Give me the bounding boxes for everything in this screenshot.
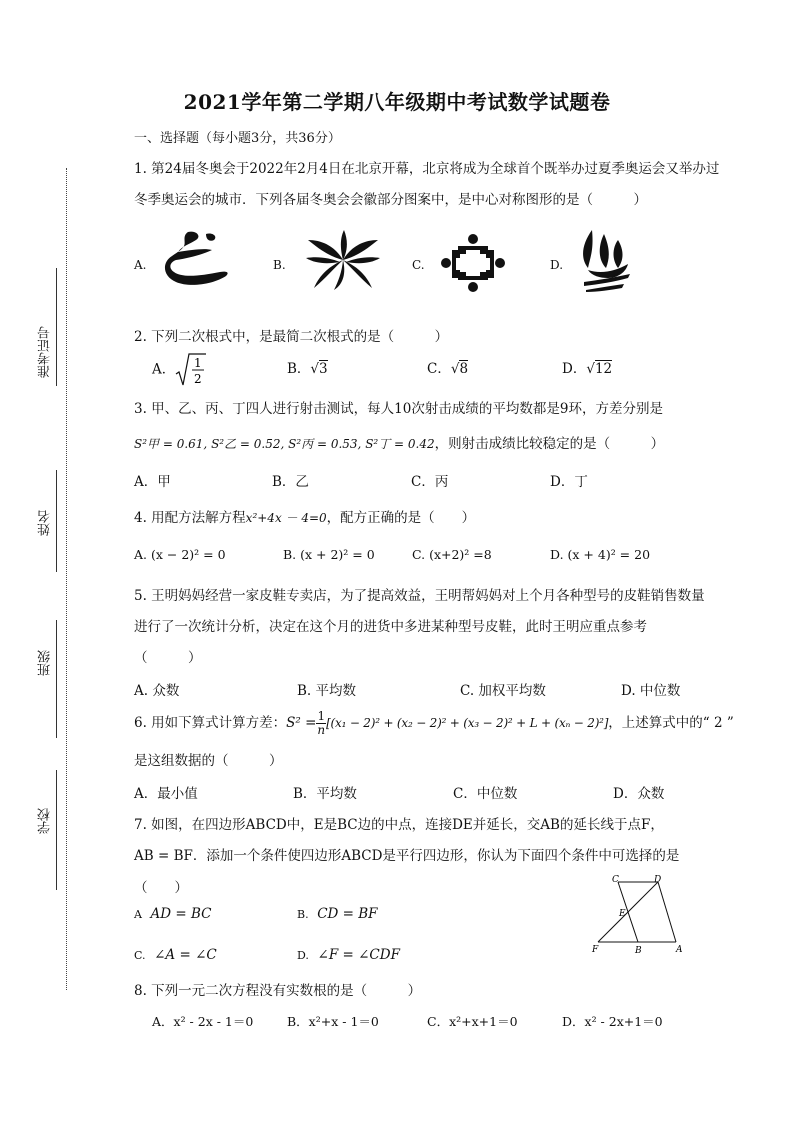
- q4-option-c: C. (x+2)² =8: [412, 547, 492, 562]
- q7-line2: AB = BF．添加一个条件使四边形ABCD是平行四边形，你认为下面四个条件中可选择的是: [134, 848, 680, 864]
- q2-option-d-label: D．: [562, 361, 587, 377]
- q3-option-d: D．丁: [550, 474, 588, 490]
- q7-option-d-value: ∠F = ∠CDF: [317, 947, 400, 963]
- q6-fraction-numerator: 1: [317, 709, 326, 723]
- q6-text: [134, 710, 734, 737]
- binding-dotted-line: [66, 168, 67, 990]
- exam-number-line: [56, 268, 57, 386]
- q4-option-b: B. (x + 2)² = 0: [283, 547, 375, 562]
- exam-number-label: 准考证号: [38, 326, 53, 378]
- q7-point-c: C: [612, 875, 619, 885]
- q6-formula-body: [(x₁ − 2)² + (x₂ − 2)² + (x₃ − 2)² + L + (xₙ − 2)²]: [326, 716, 609, 730]
- q6-line2: 是这组数据的（ ）: [134, 753, 283, 769]
- page-title: 2021学年第二学期八年级期中考试数学试题卷: [183, 90, 611, 114]
- q7-point-a: A: [676, 945, 683, 955]
- q5-option-a: A. 众数: [134, 683, 180, 699]
- q5-line2: 进行了一次统计分析，决定在这个月的进货中多进某种型号皮鞋，此时王明应重点参考: [134, 619, 647, 635]
- q6-text-pre: 6. 用如下算式计算方差：: [134, 715, 287, 731]
- q8-option-c: C．x²+x+1＝0: [427, 1014, 518, 1029]
- q7-option-b-value: CD = BF: [317, 906, 378, 922]
- q2-c-radicand: 8: [459, 361, 469, 377]
- q3-line2: [134, 432, 664, 452]
- olympic-emblem-ribbon-icon: [160, 228, 240, 290]
- q5-option-b: B. 平均数: [297, 683, 357, 699]
- q2-b-radicand: 3: [319, 361, 328, 377]
- q7-point-e: E: [619, 909, 626, 919]
- section-heading: 一、选择题（每小题3分，共36分）: [134, 131, 341, 146]
- q5-line3: （ ）: [134, 650, 202, 666]
- q1-option-a-label: A.: [134, 258, 147, 272]
- q2-option-b-label: B．: [287, 361, 311, 377]
- olympic-emblem-figures-icon: [440, 232, 506, 294]
- q6-text-post: ，上述算式中的“ 2 ”: [608, 715, 734, 731]
- name-line: [56, 470, 57, 572]
- q3-option-c: C．丙: [411, 474, 449, 490]
- school-line: [56, 770, 57, 890]
- q1-line1: 1. 第24届冬奥会于2022年2月4日在北京开幕，北京将成为全球首个既举办过夏季奥运会又举办过: [134, 161, 720, 177]
- q6-option-c: C．中位数: [453, 786, 518, 802]
- q2-option-a: [152, 352, 207, 388]
- q2-a-denominator: 2: [194, 372, 202, 386]
- q2-option-d: [562, 357, 612, 377]
- q7-option-c: [134, 947, 217, 963]
- q2-text: 2. 下列二次根式中，是最简二次根式的是（ ）: [134, 329, 449, 345]
- q2-option-b: [287, 357, 328, 377]
- q6-formula-fraction: [316, 710, 326, 737]
- q8-option-b: B．x²+x - 1＝0: [287, 1014, 379, 1029]
- q7-point-d: D: [654, 875, 662, 885]
- sqrt-sign-icon: √: [310, 361, 320, 377]
- q2-d-radicand: 12: [594, 361, 613, 377]
- q7-line1: 7. 如图，在四边形ABCD中，E是BC边的中点，连接DE并延长，交AB的延长线于点F，: [134, 817, 664, 833]
- q7-point-f: F: [592, 945, 599, 955]
- class-line: [56, 620, 57, 738]
- q2-option-a-label: A．: [152, 361, 176, 378]
- q7-option-c-label: C.: [134, 949, 146, 962]
- q5-option-d: D. 中位数: [621, 683, 681, 699]
- q8-option-d: D．x² - 2x+1＝0: [562, 1014, 663, 1029]
- q6-formula-lhs: S² =: [286, 715, 317, 731]
- q2-option-c-label: C．: [427, 361, 451, 377]
- q1-line2: 冬季奥运会的城市．下列各届冬奥会会徽部分图案中，是中心对称图形的是（ ）: [134, 192, 647, 208]
- q7-line3: （ ）: [134, 880, 188, 896]
- q4-option-a: A. (x − 2)² = 0: [134, 547, 226, 562]
- q7-option-d-label: D.: [297, 949, 309, 962]
- q6-option-a: A．最小值: [134, 786, 198, 802]
- q2-option-c: [427, 357, 468, 377]
- olympic-emblem-flame-icon: [578, 228, 634, 294]
- sqrt-sign-icon: √: [450, 361, 460, 377]
- q8-option-a: A．x² - 2x - 1＝0: [152, 1014, 254, 1029]
- q3-line2-text: ，则射击成绩比较稳定的是（ ）: [434, 436, 665, 452]
- q1-option-d-label: D.: [550, 258, 564, 272]
- q5-option-c: C. 加权平均数: [460, 683, 546, 699]
- q5-line1: 5. 王明妈妈经营一家皮鞋专卖店，为了提高效益，王明帮妈妈对上个月各种型号的皮鞋销售数量: [134, 588, 705, 604]
- q6-option-d: D．众数: [613, 786, 665, 802]
- q4-text-post: ，配方正确的是（ ）: [326, 510, 476, 526]
- q4-option-d: D. (x + 4)² = 20: [550, 547, 651, 562]
- q6-option-b: B．平均数: [293, 786, 357, 802]
- q4-text: [134, 506, 475, 526]
- q3-variance-values: S²甲 = 0.61, S²乙 = 0.52, S²丙 = 0.53, S²丁 = 0.42: [134, 437, 435, 451]
- olympic-emblem-flower-icon: [304, 230, 382, 292]
- class-label: 班级: [38, 650, 53, 676]
- q7-option-c-value: ∠A = ∠C: [154, 947, 217, 963]
- q7-option-d: [297, 947, 400, 963]
- sqrt-sign-icon: √: [586, 361, 595, 377]
- q2-a-numerator: 1: [194, 356, 202, 370]
- q3-option-b: B．乙: [272, 474, 309, 490]
- q8-text: 8. 下列一元二次方程没有实数根的是（ ）: [134, 983, 422, 999]
- name-label: 姓名: [38, 510, 53, 536]
- q3-option-a: A．甲: [134, 474, 171, 490]
- q7-option-a-label: A: [134, 908, 142, 921]
- q7-point-b: B: [635, 946, 642, 956]
- sqrt-sign-icon: [175, 352, 207, 388]
- q7-option-b-label: B.: [297, 908, 309, 921]
- q1-option-b-label: B.: [273, 258, 286, 272]
- school-label: 学校: [38, 808, 53, 834]
- q1-option-c-label: C.: [412, 258, 425, 272]
- q4-text-pre: 4. 用配方法解方程: [134, 510, 246, 526]
- q3-line1: 3. 甲、乙、丙、丁四人进行射击测试，每人10次射击成绩的平均数都是9环，方差分别是: [134, 401, 663, 417]
- q7-option-b: [297, 906, 378, 922]
- q7-quadrilateral-figure: [588, 872, 688, 958]
- q7-option-a: [134, 906, 212, 922]
- q6-fraction-denominator: n: [317, 723, 326, 737]
- q4-equation: x²+4x － 4=0: [245, 511, 327, 525]
- q7-option-a-value: AD = BC: [150, 906, 212, 922]
